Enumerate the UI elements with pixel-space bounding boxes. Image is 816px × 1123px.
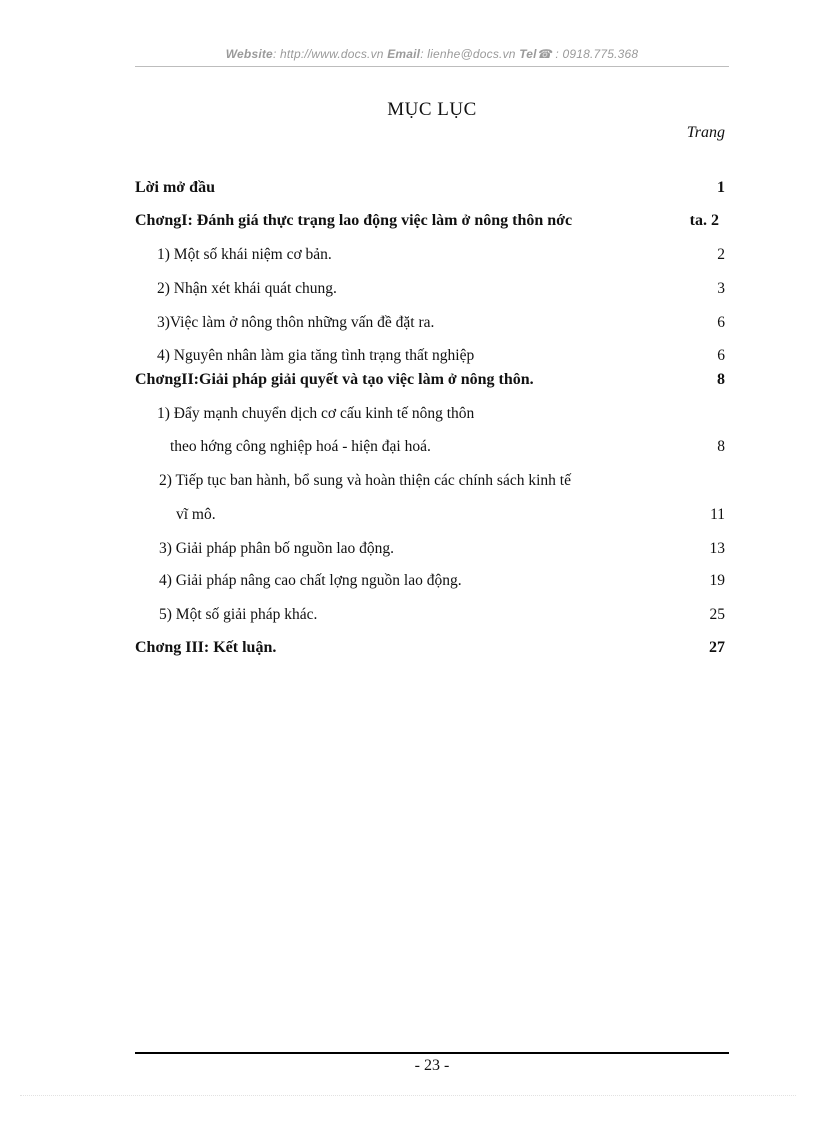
toc-entry-text: 4) Nguyên nhân làm gia tăng tình trạng thất nghiệp xyxy=(157,347,475,364)
page-number: - 23 - xyxy=(414,1057,450,1074)
page-edge-dotted-line xyxy=(20,1095,796,1096)
toc-entry-text: vĩ mô. xyxy=(176,506,216,523)
toc-entry-text: 1) Đẩy mạnh chuyển dịch cơ cấu kinh tế nông thôn xyxy=(157,405,475,422)
header-divider xyxy=(135,66,729,67)
toc-entry xyxy=(0,540,816,562)
toc-entry xyxy=(0,572,816,594)
toc-entry-page: 1 xyxy=(717,179,725,196)
toc-entry-page: 27 xyxy=(709,639,725,656)
website-label: Website xyxy=(225,47,273,61)
toc-entry-chapter-2 xyxy=(0,371,816,393)
page-column-label: Trang xyxy=(686,124,725,141)
toc-entry-page: ta. 2 xyxy=(689,212,719,229)
tel-value: ☎ : 0918.775.368 xyxy=(536,47,639,61)
toc-entry-text: 5) Một số giải pháp khác. xyxy=(159,606,318,623)
toc-entry-page: 13 xyxy=(709,540,725,557)
toc-entry xyxy=(0,314,816,336)
toc-entry xyxy=(0,280,816,302)
toc-entry-page: 19 xyxy=(709,572,725,589)
toc-entry-text: ChơngII:Giải pháp giải quyết và tạo việc làm ở nông thôn. xyxy=(135,371,534,388)
toc-entry xyxy=(0,405,816,427)
toc-entry-text: 3)Việc làm ở nông thôn những vấn đề đặt ra. xyxy=(157,314,435,331)
email-label: Email xyxy=(387,47,421,61)
toc-entry-page: 6 xyxy=(717,314,725,331)
toc-entry xyxy=(0,347,816,369)
toc-entry-text: 2) Nhận xét khái quát chung. xyxy=(157,280,337,297)
toc-entry-text: Chơng III: Kết luận. xyxy=(135,639,277,656)
toc-entry-page: 25 xyxy=(709,606,725,623)
footer-divider xyxy=(135,1052,729,1054)
toc-entry-page: 8 xyxy=(717,438,725,455)
toc-entry xyxy=(0,506,816,528)
toc-entry xyxy=(0,606,816,628)
toc-entry-intro xyxy=(0,179,816,201)
toc-entry-text: Lời mở đầu xyxy=(135,179,215,196)
page-header xyxy=(135,47,729,61)
toc-entry xyxy=(0,438,816,460)
tel-label: Tel xyxy=(519,47,537,61)
toc-entry-page: 8 xyxy=(717,371,725,388)
toc-entry-text: 1) Một số khái niệm cơ bản. xyxy=(157,246,332,263)
toc-entry-page: 2 xyxy=(717,246,725,263)
toc-entry-chapter-1 xyxy=(0,212,816,234)
toc-entry-text: 2) Tiếp tục ban hành, bổ sung và hoàn thiện các chính sách kinh tế xyxy=(159,472,571,489)
toc-entry-page: 6 xyxy=(717,347,725,364)
website-value: : http://www.docs.vn xyxy=(272,47,384,61)
toc-entry-text: 4) Giải pháp nâng cao chất lợng nguồn lao động. xyxy=(159,572,462,589)
toc-entry-page: 11 xyxy=(710,506,725,523)
toc-entry-chapter-3 xyxy=(0,639,816,661)
toc-entry-text: ChơngI: Đánh giá thực trạng lao động việc làm ở nông thôn nớc xyxy=(135,212,573,229)
toc-entry xyxy=(0,246,816,268)
email-value: : lienhe@docs.vn xyxy=(420,47,516,61)
toc-entry xyxy=(0,472,816,494)
toc-entry-page: 3 xyxy=(717,280,725,297)
toc-entry-text: theo hớng công nghiệp hoá - hiện đại hoá. xyxy=(170,438,431,455)
toc-entry-text: 3) Giải pháp phân bố nguồn lao động. xyxy=(159,540,395,557)
page-title: MỤC LỤC xyxy=(387,99,477,120)
